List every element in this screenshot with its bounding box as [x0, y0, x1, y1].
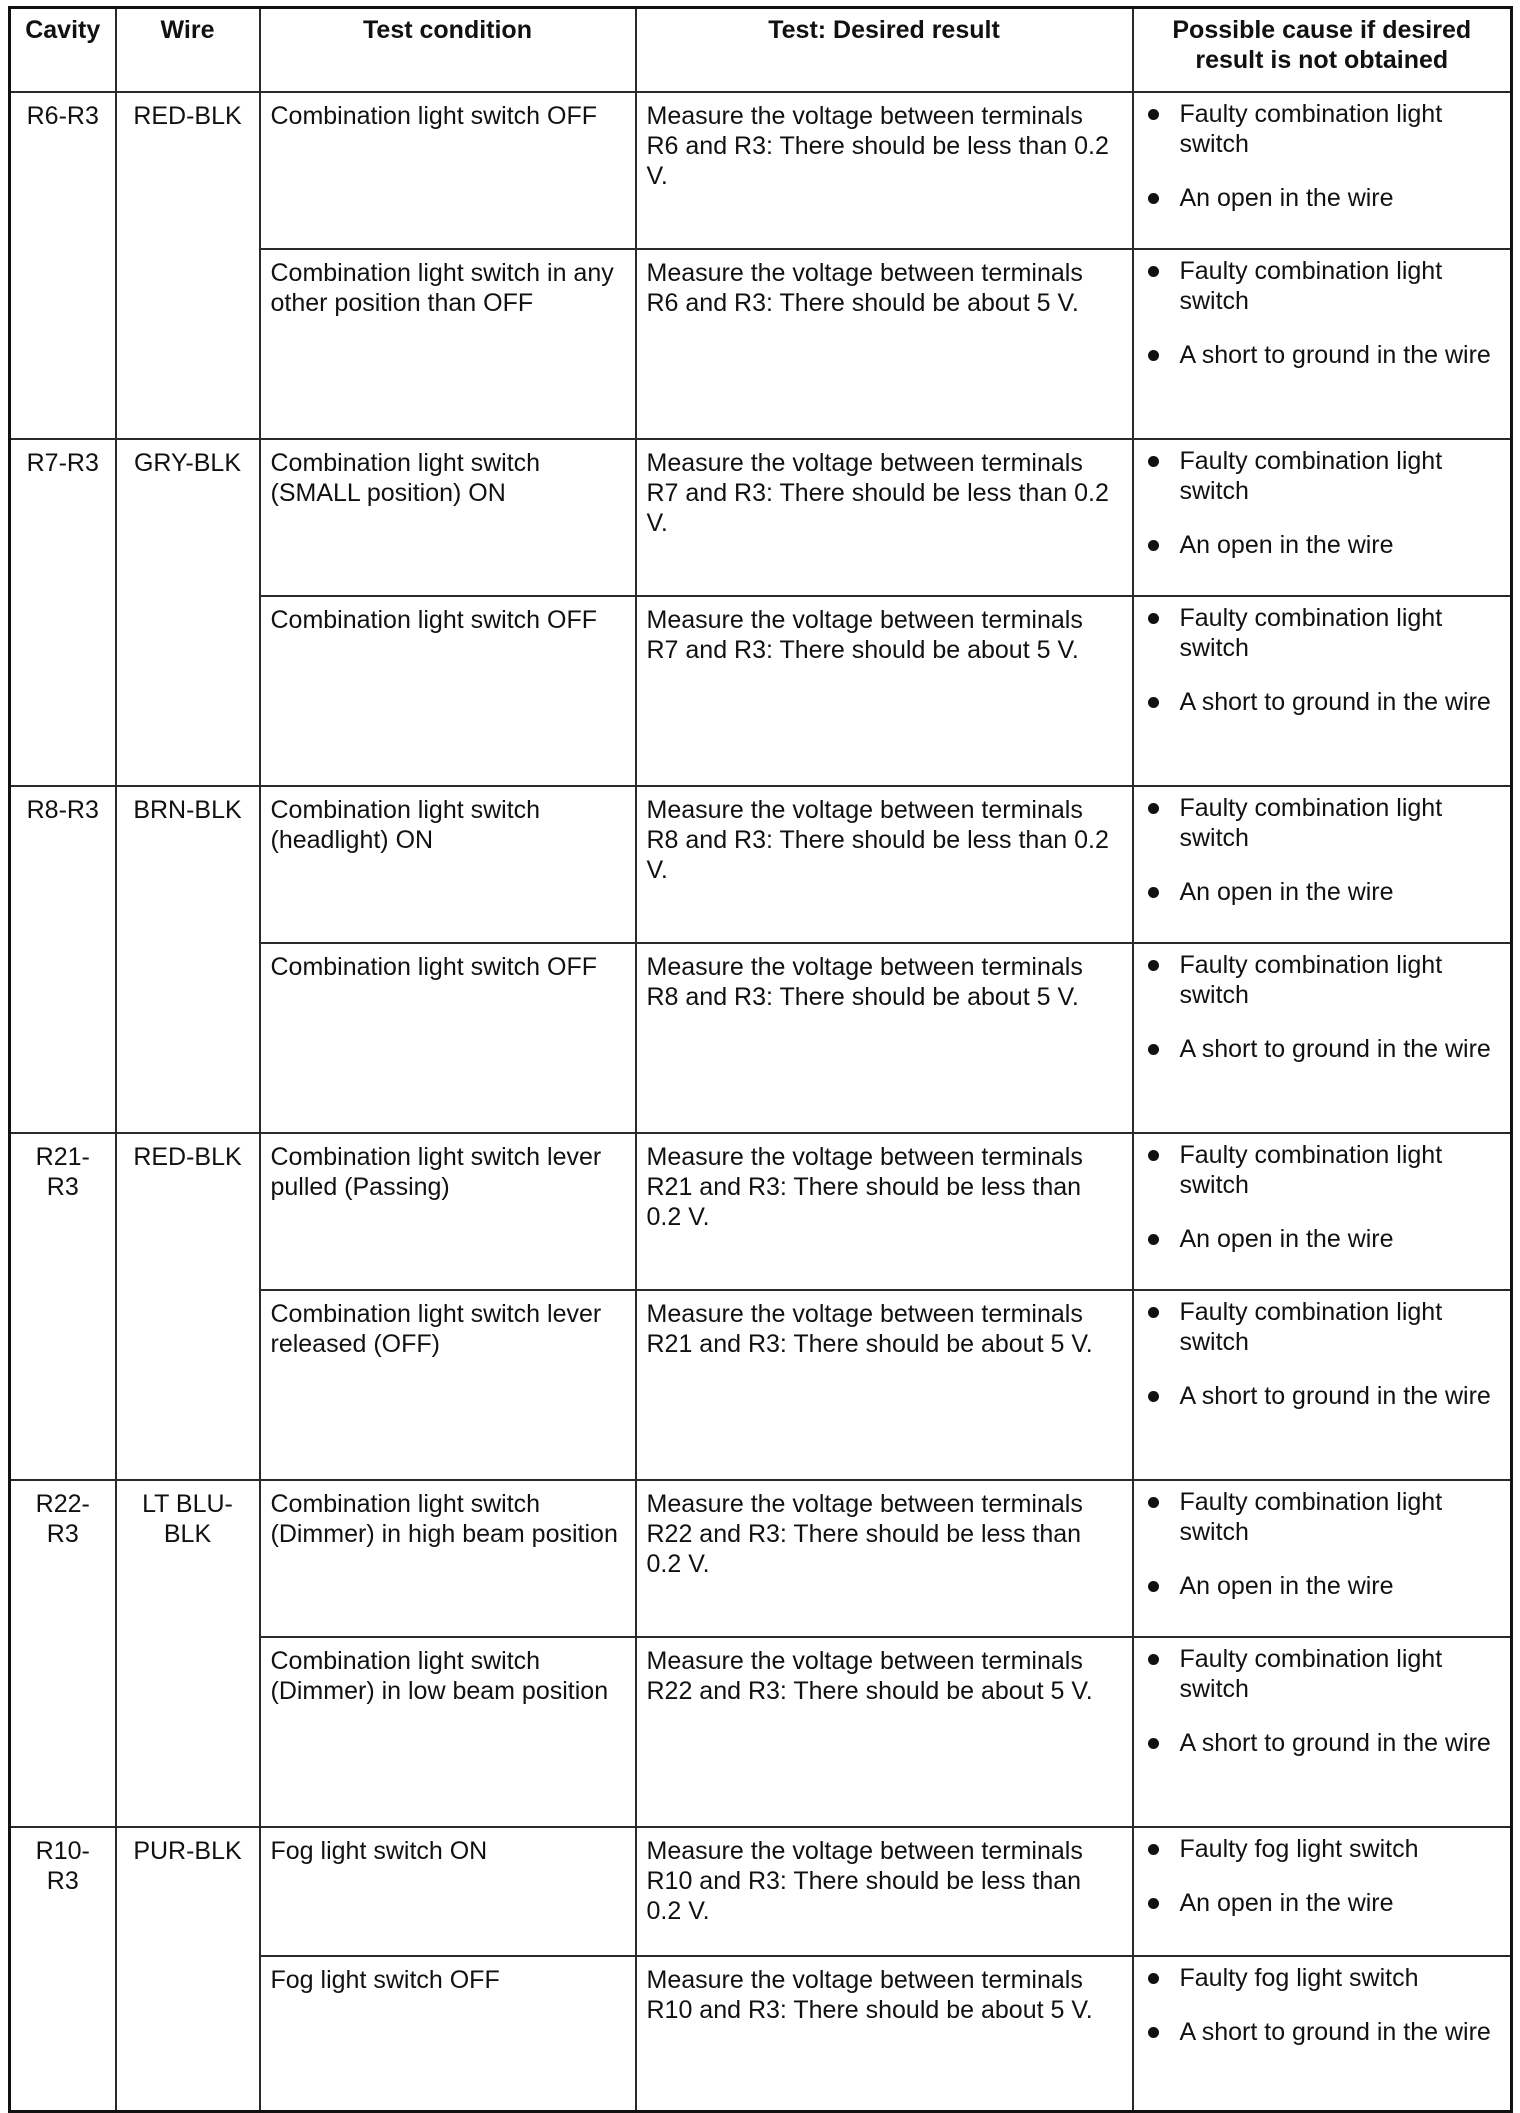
list-item [1144, 950, 1501, 1010]
possible-cause-cell [1133, 1827, 1512, 1956]
test-condition-cell: Combination light switch lever released (OFF) [260, 1290, 636, 1480]
list-item [1144, 1644, 1501, 1704]
possible-cause-cell [1133, 1133, 1512, 1290]
desired-result-cell: Measure the voltage between terminals R21 and R3: There should be less than 0.2 V. [636, 1133, 1133, 1290]
header-row [10, 8, 1512, 93]
desired-result-cell: Measure the voltage between terminals R8 and R3: There should be about 5 V. [636, 943, 1133, 1133]
test-condition-cell: Fog light switch ON [260, 1827, 636, 1956]
cause-list [1144, 793, 1501, 907]
page [8, 6, 1510, 2113]
bullet-icon [1148, 109, 1159, 120]
cause-text: Faulty combination light switch [1179, 1298, 1443, 1356]
list-item [1144, 1571, 1501, 1601]
bullet-icon [1148, 1391, 1159, 1402]
test-condition-cell: Fog light switch OFF [260, 1956, 636, 2111]
desired-result-cell: Measure the voltage between terminals R22 and R3: There should be less than 0.2 V. [636, 1480, 1133, 1637]
cause-text: A short to ground in the wire [1179, 2018, 1491, 2046]
cause-list [1144, 1297, 1501, 1411]
list-item [1144, 687, 1501, 717]
bullet-icon [1148, 1898, 1159, 1909]
bullet-icon [1148, 1738, 1159, 1749]
list-item [1144, 183, 1501, 213]
desired-result-cell: Measure the voltage between terminals R22 and R3: There should be about 5 V. [636, 1637, 1133, 1827]
possible-cause-cell [1133, 92, 1512, 249]
list-item [1144, 1140, 1501, 1200]
list-item [1144, 793, 1501, 853]
bullet-icon [1148, 350, 1159, 361]
test-condition-cell: Combination light switch OFF [260, 92, 636, 249]
bullet-icon [1148, 1150, 1159, 1161]
list-item [1144, 446, 1501, 506]
wire-cell: LT BLU-BLK [116, 1480, 260, 1827]
bullet-icon [1148, 540, 1159, 551]
cause-text: An open in the wire [1179, 1225, 1394, 1253]
bullet-icon [1148, 803, 1159, 814]
list-item [1144, 603, 1501, 663]
cause-text: An open in the wire [1179, 1572, 1394, 1600]
list-item [1144, 1381, 1501, 1411]
header-cavity: Cavity [10, 8, 116, 93]
list-item [1144, 99, 1501, 159]
cavity-cell: R22-R3 [10, 1480, 116, 1827]
cause-text: A short to ground in the wire [1179, 341, 1491, 369]
table-row [10, 786, 1512, 943]
header-possible-cause: Possible cause if desired result is not obtained [1133, 8, 1512, 93]
cavity-cell: R10-R3 [10, 1827, 116, 2111]
cause-text: Faulty fog light switch [1179, 1964, 1419, 1992]
possible-cause-cell [1133, 786, 1512, 943]
cause-list [1144, 99, 1501, 213]
bullet-icon [1148, 1497, 1159, 1508]
list-item [1144, 1034, 1501, 1064]
list-item [1144, 1888, 1501, 1918]
cavity-cell: R6-R3 [10, 92, 116, 439]
list-item [1144, 1487, 1501, 1547]
table-row [10, 92, 1512, 249]
possible-cause-cell [1133, 1480, 1512, 1637]
bullet-icon [1148, 1044, 1159, 1055]
cause-list [1144, 256, 1501, 370]
wire-cell: BRN-BLK [116, 786, 260, 1133]
cause-text: Faulty combination light switch [1179, 951, 1443, 1009]
list-item [1144, 1224, 1501, 1254]
table-row [10, 1827, 1512, 1956]
table-row [10, 1480, 1512, 1637]
header-wire: Wire [116, 8, 260, 93]
wire-cell: RED-BLK [116, 1133, 260, 1480]
bullet-icon [1148, 2027, 1159, 2038]
possible-cause-cell [1133, 249, 1512, 439]
bullet-icon [1148, 960, 1159, 971]
cause-text: An open in the wire [1179, 184, 1394, 212]
cavity-cell: R21-R3 [10, 1133, 116, 1480]
cavity-cell: R8-R3 [10, 786, 116, 1133]
desired-result-cell: Measure the voltage between terminals R6 and R3: There should be less than 0.2 V. [636, 92, 1133, 249]
list-item [1144, 340, 1501, 370]
list-item [1144, 1297, 1501, 1357]
cause-text: An open in the wire [1179, 878, 1394, 906]
list-item [1144, 1728, 1501, 1758]
diagnostic-table [8, 6, 1513, 2113]
test-condition-cell: Combination light switch (Dimmer) in high beam position [260, 1480, 636, 1637]
possible-cause-cell [1133, 1637, 1512, 1827]
cause-text: Faulty combination light switch [1179, 604, 1443, 662]
desired-result-cell: Measure the voltage between terminals R10 and R3: There should be about 5 V. [636, 1956, 1133, 2111]
wire-cell: GRY-BLK [116, 439, 260, 786]
bullet-icon [1148, 697, 1159, 708]
cause-text: Faulty combination light switch [1179, 447, 1443, 505]
table-row [10, 439, 1512, 596]
header-test-condition: Test condition [260, 8, 636, 93]
possible-cause-cell [1133, 1956, 1512, 2111]
test-condition-cell: Combination light switch OFF [260, 596, 636, 786]
bullet-icon [1148, 266, 1159, 277]
desired-result-cell: Measure the voltage between terminals R10 and R3: There should be less than 0.2 V. [636, 1827, 1133, 1956]
possible-cause-cell [1133, 943, 1512, 1133]
desired-result-cell: Measure the voltage between terminals R21 and R3: There should be about 5 V. [636, 1290, 1133, 1480]
test-condition-cell: Combination light switch lever pulled (Passing) [260, 1133, 636, 1290]
possible-cause-cell [1133, 439, 1512, 596]
cause-text: Faulty combination light switch [1179, 794, 1443, 852]
list-item [1144, 530, 1501, 560]
test-condition-cell: Combination light switch in any other position than OFF [260, 249, 636, 439]
test-condition-cell: Combination light switch (headlight) ON [260, 786, 636, 943]
cause-text: Faulty combination light switch [1179, 257, 1443, 315]
cause-text: A short to ground in the wire [1179, 1382, 1491, 1410]
bullet-icon [1148, 1234, 1159, 1245]
cause-list [1144, 1834, 1501, 1918]
cause-text: Faulty combination light switch [1179, 1141, 1443, 1199]
cause-list [1144, 603, 1501, 717]
bullet-icon [1148, 1844, 1159, 1855]
cause-list [1144, 1487, 1501, 1601]
bullet-icon [1148, 613, 1159, 624]
desired-result-cell: Measure the voltage between terminals R8 and R3: There should be less than 0.2 V. [636, 786, 1133, 943]
desired-result-cell: Measure the voltage between terminals R6 and R3: There should be about 5 V. [636, 249, 1133, 439]
bullet-icon [1148, 1654, 1159, 1665]
bullet-icon [1148, 1307, 1159, 1318]
cause-text: A short to ground in the wire [1179, 1035, 1491, 1063]
cause-text: Faulty combination light switch [1179, 1488, 1443, 1546]
cause-list [1144, 950, 1501, 1064]
cause-text: An open in the wire [1179, 531, 1394, 559]
wire-cell: PUR-BLK [116, 1827, 260, 2111]
cause-list [1144, 1140, 1501, 1254]
table-body [10, 92, 1512, 2111]
possible-cause-cell [1133, 1290, 1512, 1480]
bullet-icon [1148, 456, 1159, 467]
possible-cause-cell [1133, 596, 1512, 786]
list-item [1144, 256, 1501, 316]
table-row [10, 1133, 1512, 1290]
desired-result-cell: Measure the voltage between terminals R7 and R3: There should be about 5 V. [636, 596, 1133, 786]
cavity-cell: R7-R3 [10, 439, 116, 786]
list-item [1144, 1834, 1501, 1864]
list-item [1144, 877, 1501, 907]
cause-list [1144, 446, 1501, 560]
test-condition-cell: Combination light switch (SMALL position) ON [260, 439, 636, 596]
bullet-icon [1148, 1581, 1159, 1592]
cause-list [1144, 1963, 1501, 2047]
cause-list [1144, 1644, 1501, 1758]
cause-text: A short to ground in the wire [1179, 688, 1491, 716]
cause-text: A short to ground in the wire [1179, 1729, 1491, 1757]
list-item [1144, 1963, 1501, 1993]
bullet-icon [1148, 1973, 1159, 1984]
bullet-icon [1148, 887, 1159, 898]
desired-result-cell: Measure the voltage between terminals R7 and R3: There should be less than 0.2 V. [636, 439, 1133, 596]
wire-cell: RED-BLK [116, 92, 260, 439]
cause-text: Faulty fog light switch [1179, 1835, 1419, 1863]
cause-text: An open in the wire [1179, 1889, 1394, 1917]
test-condition-cell: Combination light switch OFF [260, 943, 636, 1133]
test-condition-cell: Combination light switch (Dimmer) in low beam position [260, 1637, 636, 1827]
bullet-icon [1148, 193, 1159, 204]
table-header [10, 8, 1512, 93]
list-item [1144, 2017, 1501, 2047]
cause-text: Faulty combination light switch [1179, 1645, 1443, 1703]
cause-text: Faulty combination light switch [1179, 100, 1443, 158]
header-desired-result: Test: Desired result [636, 8, 1133, 93]
